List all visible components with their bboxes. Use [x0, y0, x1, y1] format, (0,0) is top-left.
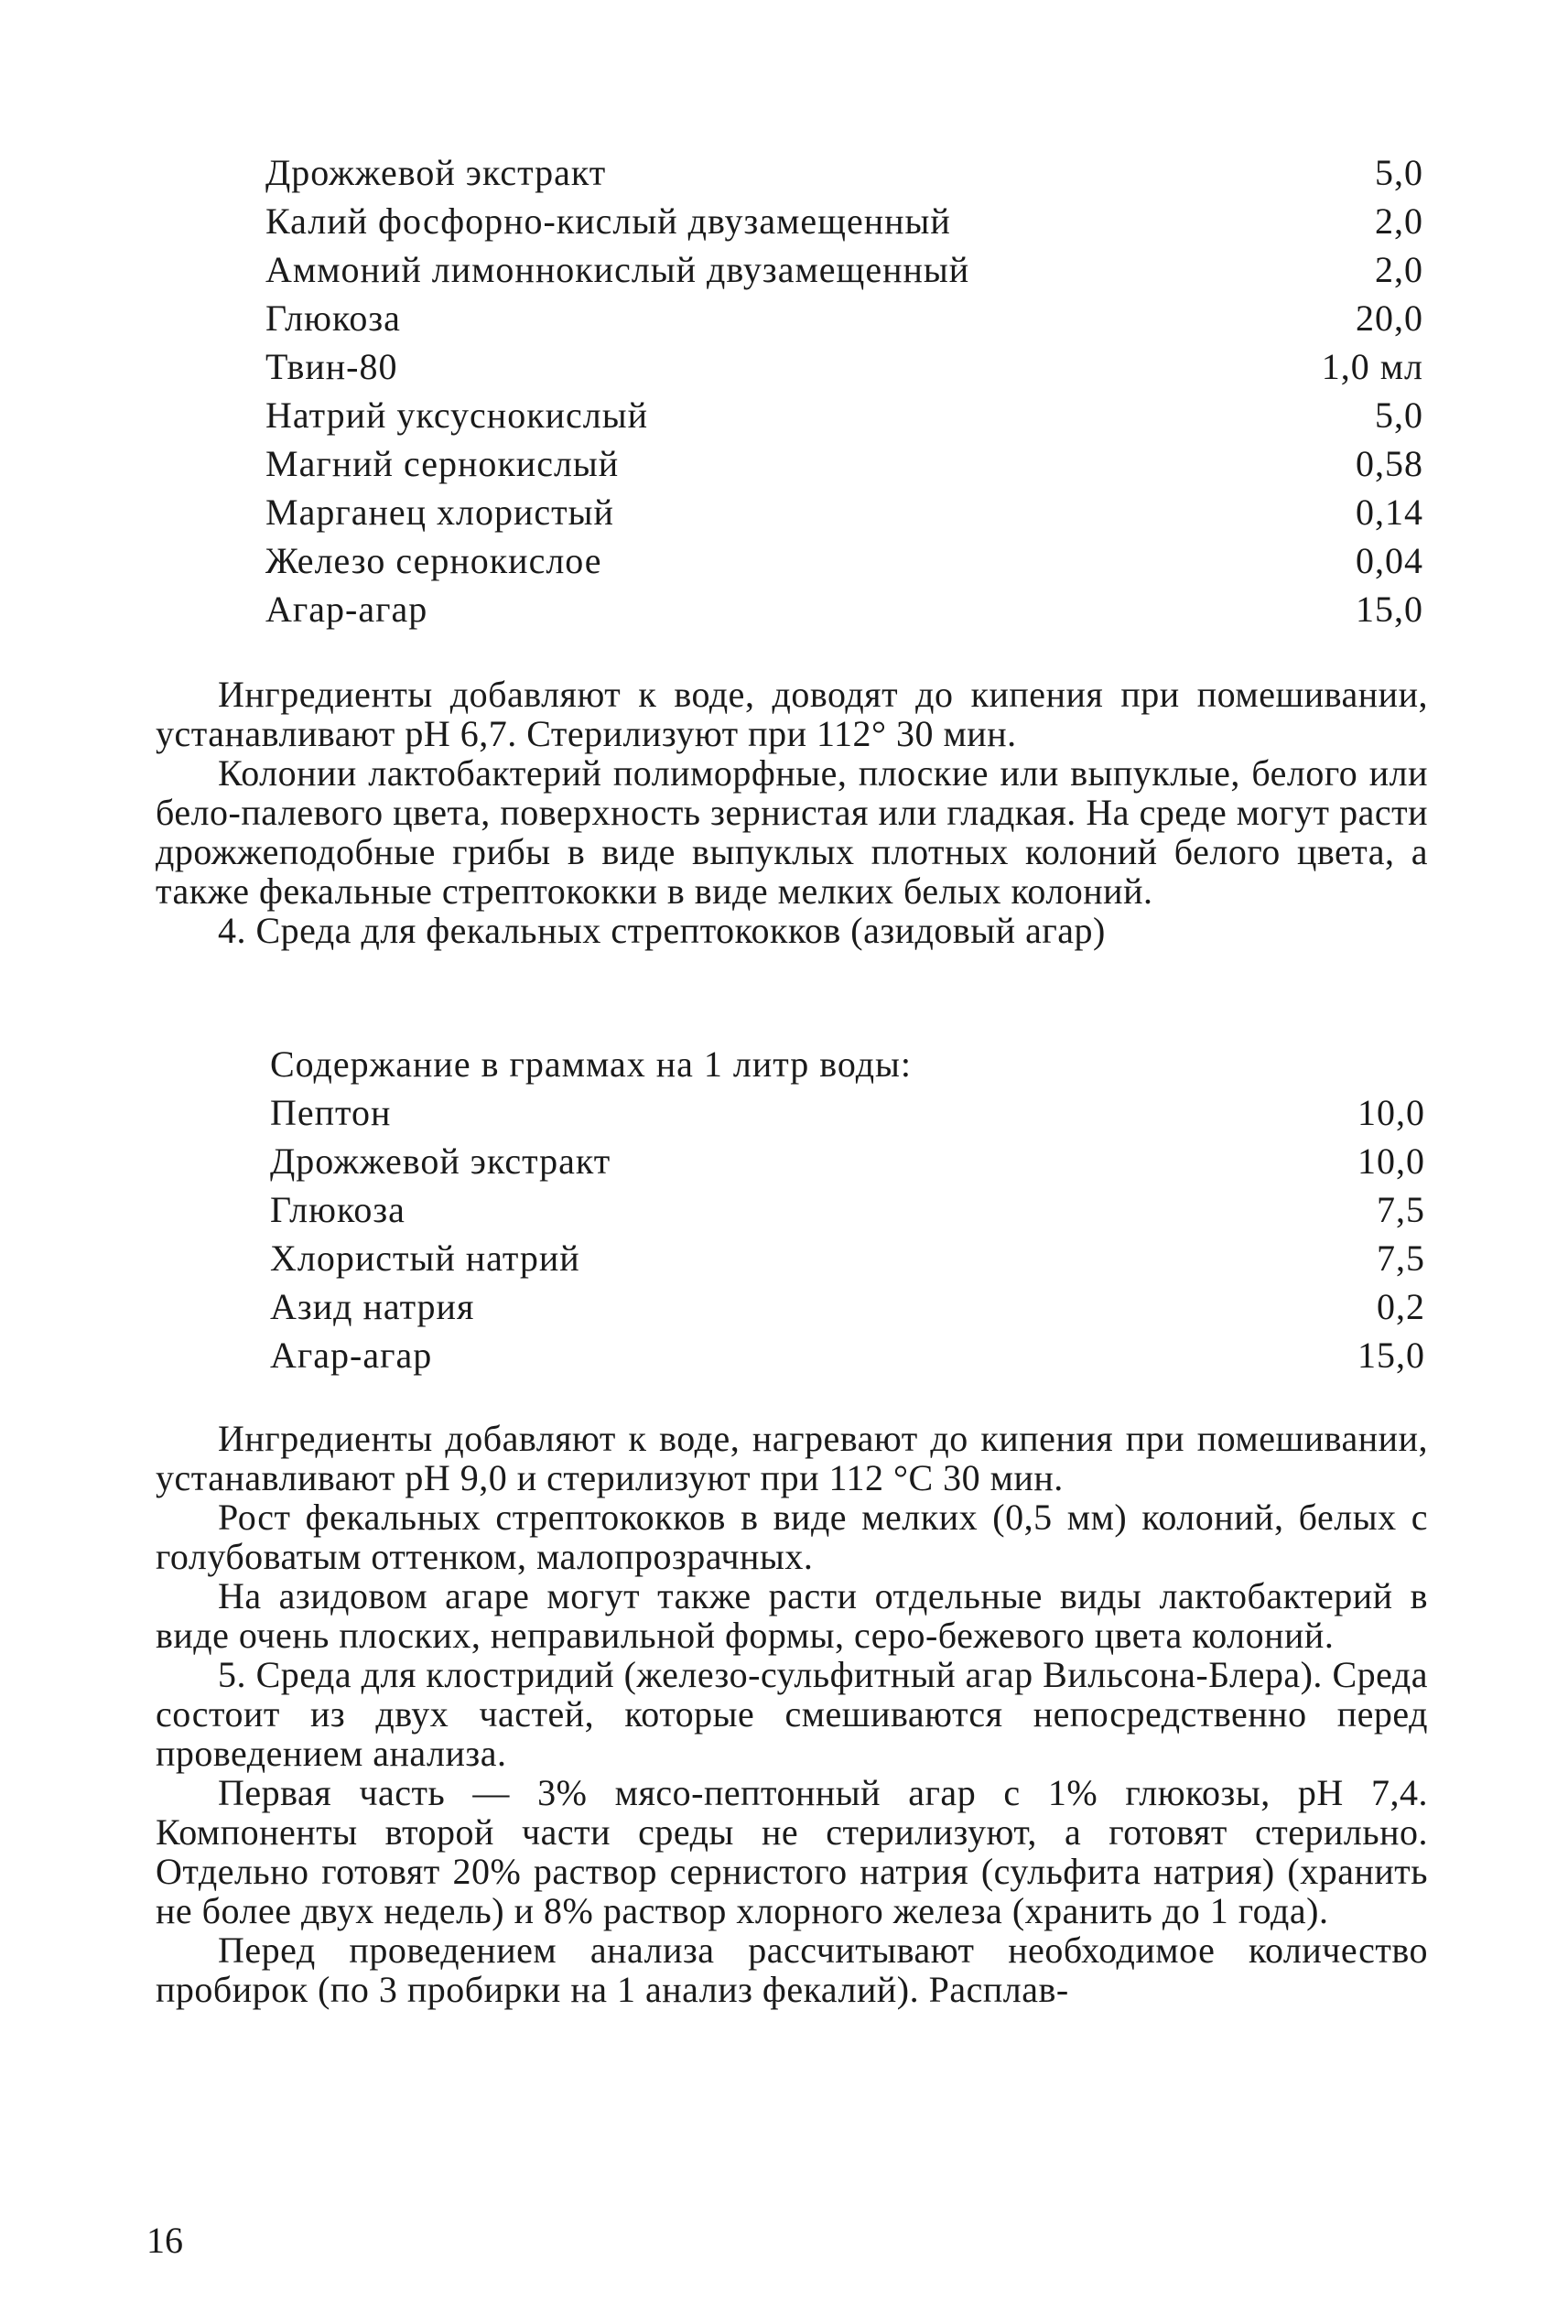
ingredient-name: Калий фосфорно-кислый двузамещенный: [265, 200, 951, 242]
ingredient-amount: 10,0: [1357, 1140, 1425, 1182]
ingredient-amount: 2,0: [1375, 200, 1423, 242]
ingredient-name: Азид натрия: [270, 1286, 475, 1327]
paragraph: Перед проведением анализа рассчитывают необходимое количество пробирок (по 3 пробирки на 1 анализ фекалий). Расплав-: [156, 1929, 1428, 2010]
ingredient-amount: 2,0: [1375, 249, 1423, 290]
ingredient-name: Марганец хлористый: [265, 492, 614, 533]
ingredient-name: Агар-агар: [270, 1335, 433, 1376]
table-row: [265, 148, 1423, 197]
ingredients-table-2: [270, 1040, 1425, 1379]
page-number: 16: [146, 2220, 183, 2261]
table-row: [270, 1185, 1425, 1234]
table-row: [265, 536, 1423, 585]
ingredients-table-1: [265, 148, 1423, 633]
ingredient-name: Твин-80: [265, 346, 398, 387]
ingredient-amount: 7,5: [1377, 1189, 1425, 1230]
ingredient-name: Глюкоза: [265, 297, 401, 339]
table-row: [270, 1282, 1425, 1331]
paragraph: Колонии лактобактерий полиморфные, плоские или выпуклые, белого или бело-палевого цвета, поверхность зернистая или гладкая. На среде могут расти дрожжеподобные грибы в виде выпуклых плотных колоний белого цвета, а также фекальные стрептококки в виде мелких белых колоний.: [156, 752, 1428, 912]
table-row: [265, 245, 1423, 294]
table-row: [270, 1137, 1425, 1185]
table-row: [265, 391, 1423, 439]
body-text-block-2: [156, 1419, 1428, 2009]
ingredient-name: Дрожжевой экстракт: [270, 1140, 611, 1182]
section-heading: 4. Среда для фекальных стрептококков (азидовый агар): [218, 910, 1106, 951]
paragraph: Ингредиенты добавляют к воде, нагревают до кипения при помешивании, устанавливают pH 9,0 и стерилизуют при 112 °C 30 мин.: [156, 1418, 1428, 1498]
table-row: [270, 1088, 1425, 1137]
table-row: [270, 1331, 1425, 1379]
ingredient-amount: 1,0 мл: [1321, 346, 1423, 387]
ingredient-name: Магний сернокислый: [265, 443, 620, 484]
ingredient-name: Глюкоза: [270, 1189, 406, 1230]
paragraph: Ингредиенты добавляют к воде, доводят до кипения при помешивании, устанавливают pH 6,7. Стерилизуют при 112° 30 мин.: [156, 674, 1428, 754]
ingredient-amount: 15,0: [1356, 589, 1423, 630]
paragraph: На азидовом агаре могут также расти отдельные виды лактобактерий в виде очень плоских, неправильной формы, серо-бежевого цвета колоний.: [156, 1575, 1428, 1656]
ingredient-name: Пептон: [270, 1092, 392, 1133]
ingredient-amount: 5,0: [1375, 395, 1423, 436]
ingredient-name: Дрожжевой экстракт: [265, 152, 607, 193]
ingredient-amount: 0,58: [1356, 443, 1423, 484]
ingredient-amount: 15,0: [1357, 1335, 1425, 1376]
ingredient-name: Хлористый натрий: [270, 1238, 580, 1279]
paragraph: Рост фекальных стрептококков в виде мелких (0,5 мм) колоний, белых с голубоватым оттенком, малопрозрачных.: [156, 1497, 1428, 1577]
ingredient-amount: 10,0: [1357, 1092, 1425, 1133]
table-row: [265, 294, 1423, 342]
ingredient-name: Натрий уксуснокислый: [265, 395, 649, 436]
table-caption: Содержание в граммах на 1 литр воды:: [270, 1043, 913, 1085]
ingredient-amount: 7,5: [1377, 1238, 1425, 1279]
table-row: [265, 585, 1423, 633]
ingredient-name: Аммоний лимоннокислый двузамещенный: [265, 249, 970, 290]
table-row: [265, 342, 1423, 391]
paragraph: Первая часть — 3% мясо-пептонный агар с 1% глюкозы, pH 7,4. Компоненты второй части среды не стерилизуют, а готовят стерильно. Отдельно готовят 20% раствор сернистого натрия (сульфита натрия) (хранить не более двух недель) и 8% раствор хлорного железа (хранить до 1 года).: [156, 1772, 1428, 1931]
table-row: [265, 488, 1423, 536]
table-row: [270, 1234, 1425, 1282]
table-row: [265, 439, 1423, 488]
ingredient-name: Агар-агар: [265, 589, 428, 630]
table-row: [265, 197, 1423, 245]
section-heading: 5. Среда для клостридий (железо-сульфитный агар Вильсона-Блера). Среда состоит из двух частей, которые смешиваются непосредственно перед проведением анализа.: [156, 1654, 1428, 1774]
ingredient-amount: 5,0: [1375, 152, 1423, 193]
ingredient-amount: 0,2: [1377, 1286, 1425, 1327]
ingredient-amount: 0,14: [1356, 492, 1423, 533]
body-text-block-1: [156, 675, 1428, 950]
ingredient-amount: 20,0: [1356, 297, 1423, 339]
ingredient-name: Железо сернокислое: [265, 540, 602, 581]
ingredient-amount: 0,04: [1356, 540, 1423, 581]
